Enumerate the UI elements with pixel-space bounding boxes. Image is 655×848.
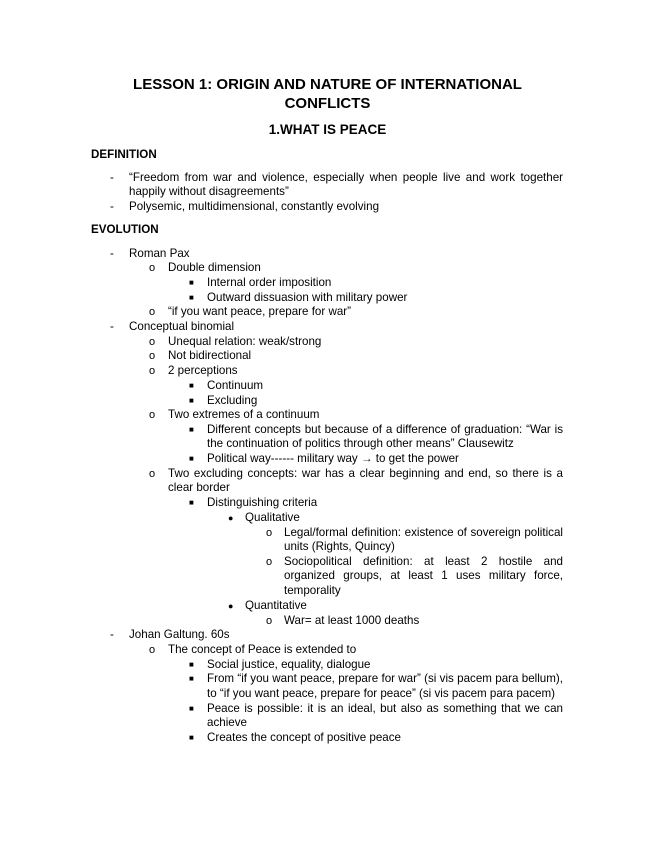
list-item: Johan Galtung. 60s (129, 628, 230, 641)
title-line-2: CONFLICTS (284, 95, 371, 112)
circle-bullet: o (149, 350, 156, 362)
list-item-continuation: the continuation of politics through other means” Clausewitz (207, 437, 514, 450)
evolution-heading: EVOLUTION (91, 223, 159, 236)
square-bullet: ■ (189, 674, 194, 683)
list-item: Not bidirectional (168, 349, 252, 362)
list-item: The concept of Peace is extended to (168, 643, 357, 656)
list-item: From “if you want peace, prepare for war” (si vis pacem para bellum), (207, 672, 563, 685)
list-item: Quantitative (245, 599, 307, 612)
square-bullet: ■ (189, 704, 194, 713)
circle-bullet: o (266, 615, 273, 627)
dash-bullet: - (110, 247, 114, 260)
square-bullet: ■ (189, 381, 194, 390)
list-item: Continuum (207, 379, 264, 392)
list-item: “if you want peace, prepare for war” (168, 305, 352, 318)
definition-heading: DEFINITION (91, 148, 157, 161)
section-title: 1.WHAT IS PEACE (268, 122, 387, 137)
document-title (100, 75, 555, 113)
list-item: Creates the concept of positive peace (207, 731, 401, 744)
list-item: Qualitative (245, 511, 300, 524)
list-item: Legal/formal definition: existence of sovereign political (284, 526, 563, 539)
list-item: Outward dissuasion with military power (207, 291, 408, 304)
circle-bullet: o (149, 409, 156, 421)
definition-line: “Freedom from war and violence, especially when people live and work together (129, 171, 563, 184)
list-item-continuation: temporality (284, 584, 341, 597)
list-item: 2 perceptions (168, 364, 238, 377)
circle-bullet: o (149, 262, 156, 274)
circle-bullet: o (149, 644, 156, 656)
circle-bullet: o (149, 365, 156, 377)
list-item: Two excluding concepts: war has a clear beginning and end, so there is a (168, 467, 563, 480)
dash-bullet: - (110, 320, 114, 333)
square-bullet: ■ (189, 454, 194, 463)
list-item-continuation: to “if you want peace, prepare for peace” (si vis pacem para pacem) (207, 687, 555, 700)
dash-bullet: - (110, 171, 114, 184)
list-item: Sociopolitical definition: at least 2 hostile and (284, 555, 563, 568)
list-item-continuation: clear border (168, 481, 230, 494)
square-bullet: ■ (189, 425, 194, 434)
round-bullet: ● (228, 601, 234, 611)
dash-bullet: - (110, 628, 114, 641)
round-bullet: ● (228, 513, 234, 523)
list-item-continuation: achieve (207, 716, 247, 729)
list-item-continuation: units (Rights, Quincy) (284, 540, 395, 553)
circle-bullet: o (266, 556, 273, 568)
list-item: Different concepts but because of a difference of graduation: “War is (207, 423, 563, 436)
square-bullet: ■ (189, 396, 194, 405)
title-line-1: LESSON 1: ORIGIN AND NATURE OF INTERNATIONAL (133, 76, 522, 93)
list-item: Unequal relation: weak/strong (168, 335, 322, 348)
list-item-continuation: organized groups, at least 1 uses military force, (284, 569, 563, 582)
list-item: Conceptual binomial (129, 320, 235, 333)
list-item: Peace is possible: it is an ideal, but also as something that we can (207, 702, 563, 715)
circle-bullet: o (266, 527, 273, 539)
list-item: Distinguishing criteria (207, 496, 318, 509)
square-bullet: ■ (189, 278, 194, 287)
list-item: Internal order imposition (207, 276, 332, 289)
list-item: Excluding (207, 394, 258, 407)
square-bullet: ■ (189, 660, 194, 669)
list-item: Double dimension (168, 261, 261, 274)
circle-bullet: o (149, 336, 156, 348)
circle-bullet: o (149, 306, 156, 318)
list-item: Political way------ military way → to get the power (207, 452, 459, 465)
circle-bullet: o (149, 468, 156, 480)
square-bullet: ■ (189, 293, 194, 302)
square-bullet: ■ (189, 498, 194, 507)
definition-line: Polysemic, multidimensional, constantly evolving (129, 200, 380, 213)
definition-line: happily without disagreements” (129, 185, 289, 198)
dash-bullet: - (110, 200, 114, 213)
list-item: Social justice, equality, dialogue (207, 658, 371, 671)
list-item: Roman Pax (129, 247, 190, 260)
list-item: Two extremes of a continuum (168, 408, 320, 421)
list-item: War= at least 1000 deaths (284, 614, 420, 627)
square-bullet: ■ (189, 733, 194, 742)
